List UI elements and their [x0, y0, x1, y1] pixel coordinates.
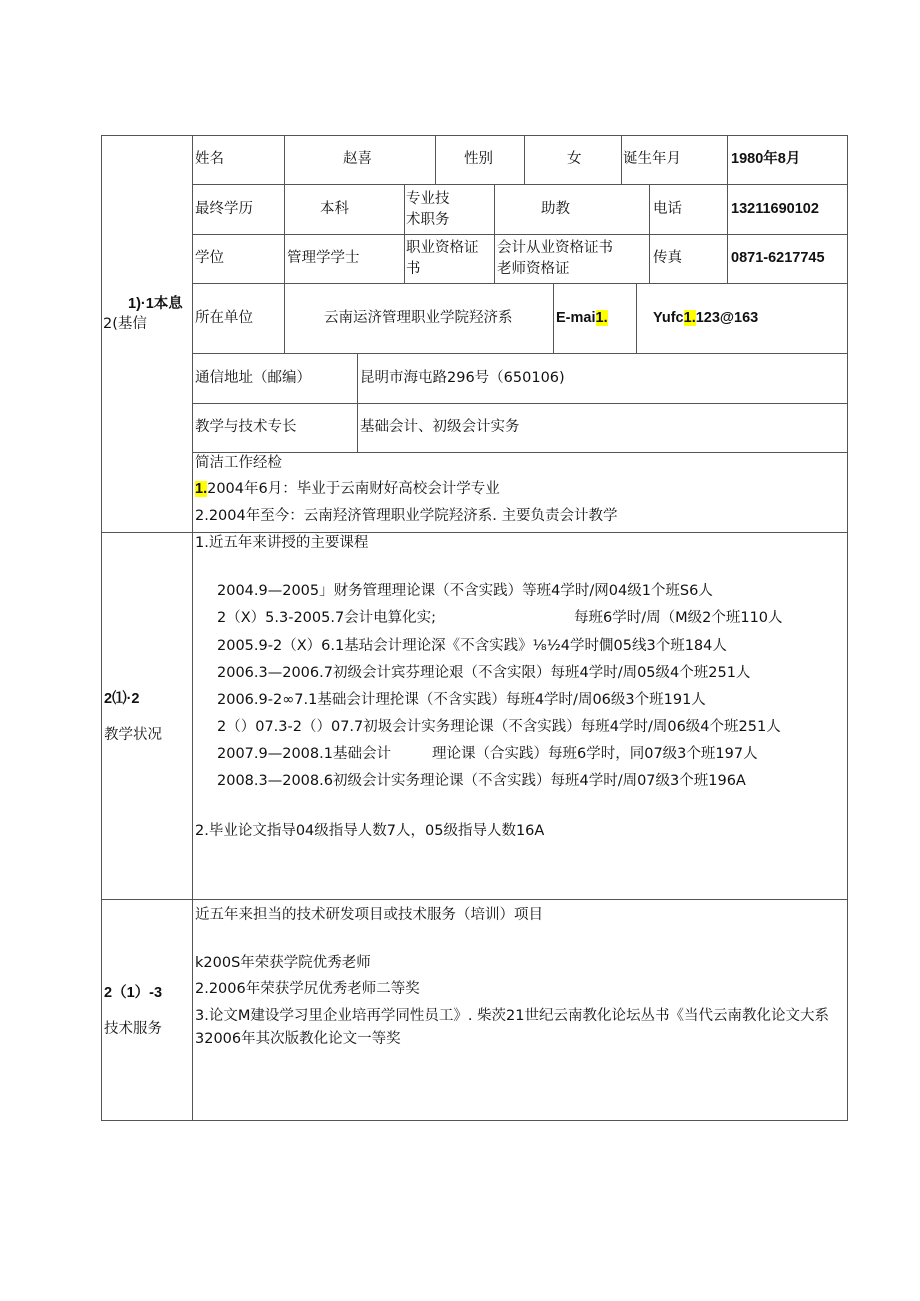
section-divider-service [101, 899, 848, 900]
col-line [727, 234, 728, 283]
section-label-teaching-line1: 2⑴·2 [104, 691, 140, 707]
section-divider-teaching [101, 532, 848, 533]
specialty-label: 教学与技术专长 [195, 419, 297, 435]
work-item-1-number: 1. [195, 481, 208, 497]
courses-intro: 1.近五年来讲授的主要课程 [195, 535, 369, 551]
education-value: 本科 [320, 201, 349, 217]
address-label: 通信地址（邮编） [195, 370, 311, 386]
email-value-part1: Yufc [653, 310, 684, 326]
service-item: 2.2006年荣获学尻优秀老师二等奖 [195, 981, 420, 997]
section-label-teaching-line2: 教学状况 [104, 727, 162, 743]
row-line [192, 184, 848, 185]
email-label-highlight: 1. [595, 310, 608, 326]
col-line [284, 283, 285, 353]
email-value [653, 310, 758, 327]
degree-value: 管理学学士 [287, 250, 360, 266]
course-item: 2007.9—2008.1基础会计 [217, 746, 391, 762]
gender-value: 女 [567, 151, 582, 167]
course-item: 2004.9—2005」财务管理理论课（不含实践）等班4学时/网04级1个班S6人 [217, 583, 713, 599]
col-line [649, 184, 650, 234]
email-value-highlight: 1. [683, 310, 696, 326]
birth-label: 诞生年月 [623, 151, 681, 167]
section-label-basic-line1: 1)·1本息 [128, 296, 183, 312]
degree-label: 学位 [195, 250, 224, 266]
col-line [494, 234, 495, 283]
col-line [636, 283, 637, 353]
certificate-value-line1: 会计从业资格证书 [497, 240, 613, 256]
fax-value: 0871-6217745 [731, 250, 825, 266]
course-item: 2（X）5.3-2005.7会计电算化实; [217, 610, 437, 626]
certificate-value-line2: 老师资格证 [497, 261, 570, 277]
job-title-label-line2: 术职务 [406, 212, 450, 228]
col-line [435, 135, 436, 184]
phone-value: 13211690102 [731, 201, 819, 217]
phone-label: 电话 [653, 201, 682, 217]
row-line [192, 452, 848, 453]
col-line [404, 184, 405, 234]
col-line [284, 234, 285, 283]
certificate-label-line2: 书 [406, 261, 421, 277]
email-label-text: E-mai [556, 310, 596, 326]
job-title-value: 助教 [541, 201, 570, 217]
col-line [284, 135, 285, 184]
email-value-part2: 123@163 [695, 310, 759, 326]
col-line [727, 135, 728, 184]
address-value: 昆明市海屯路296号（650106) [360, 370, 565, 386]
section-label-service-line1: 2（1）-3 [104, 985, 163, 1001]
section-label-basic-line2: 2(基信 [103, 316, 147, 332]
gender-label: 性别 [464, 151, 493, 167]
col-line [553, 283, 554, 353]
work-experience-item-1 [195, 481, 500, 498]
thesis-guidance: 2.毕业论文指导04级指导人数7人，05级指导人数16A [195, 823, 545, 839]
fax-label: 传真 [653, 250, 682, 266]
course-item-tail: 每班6学时/周（M级2个班110人 [574, 610, 783, 626]
col-line [284, 184, 285, 234]
table-border-bottom [101, 1120, 848, 1121]
course-item: 2006.9-2∞7.1基础会计理抡课（不含实践）每班4学时/周06级3个班191人 [217, 692, 706, 708]
row-line [192, 403, 848, 404]
work-experience-title: 简洁工作经检 [195, 455, 282, 471]
work-experience-item-2: 2.2004年至今：云南羟济管理职业学院羟济系. 主要负责会计教学 [195, 508, 618, 524]
col-line [357, 353, 358, 452]
service-item: k200S年荣获学院优秀老师 [195, 955, 371, 971]
col-line [404, 234, 405, 283]
certificate-label-line1: 职业资格证 [406, 240, 479, 256]
name-label: 姓名 [195, 151, 224, 167]
job-title-label-line1: 专业技 [406, 191, 450, 207]
col-line [621, 135, 622, 184]
row-line [192, 353, 848, 354]
course-item: 2008.3—2008.6初级会计实务理论课（不含实践）每班4学时/周07级3个班196A [217, 773, 746, 789]
col-line [727, 184, 728, 234]
email-label [556, 310, 608, 327]
row-line [192, 234, 848, 235]
course-item: 2006.3—2006.7初级会计宾芬理论艰（不含实限）每班4学时/周05级4个班251人 [217, 665, 751, 681]
work-item-1-text: 2004年6月：毕业于云南财好高校会计学专业 [207, 481, 500, 497]
course-item: 2005.9-2（X）6.1基玷会计理论深《不含实践》⅛½4学时僩05线3个班184人 [217, 638, 727, 654]
unit-value: 云南运济管理职业学院羟济系 [324, 310, 513, 326]
section-label-basic [102, 282, 192, 382]
specialty-value: 基础会计、初级会计实务 [360, 419, 520, 435]
unit-label: 所在单位 [195, 310, 253, 326]
row-line [192, 283, 848, 284]
col-line [524, 135, 525, 184]
service-intro: 近五年来担当的技术研发项目或技术服务（培训）项目 [195, 907, 543, 923]
section-label-service-line2: 技术服务 [104, 1021, 162, 1037]
course-item-tail: 理论课（合实践）每班6学时，同07级3个班197人 [432, 746, 758, 762]
name-value: 赵喜 [343, 151, 372, 167]
service-item: 3.论文M建设学习里企业培再学同性员工》. 柴茨21世纪云南教化论坛丛书《当代云南教化论文大系32006年其次版教化论文一等奖 [195, 1008, 830, 1047]
education-label: 最终学历 [195, 201, 253, 217]
table-border-top [101, 135, 848, 136]
birth-value: 1980年8月 [731, 151, 801, 167]
col-line [494, 184, 495, 234]
course-item: 2（）07.3-2（）07.7初圾会计实务理论课（不含实践）每班4学时/周06级4个班251人 [217, 719, 781, 735]
col-line [649, 234, 650, 283]
